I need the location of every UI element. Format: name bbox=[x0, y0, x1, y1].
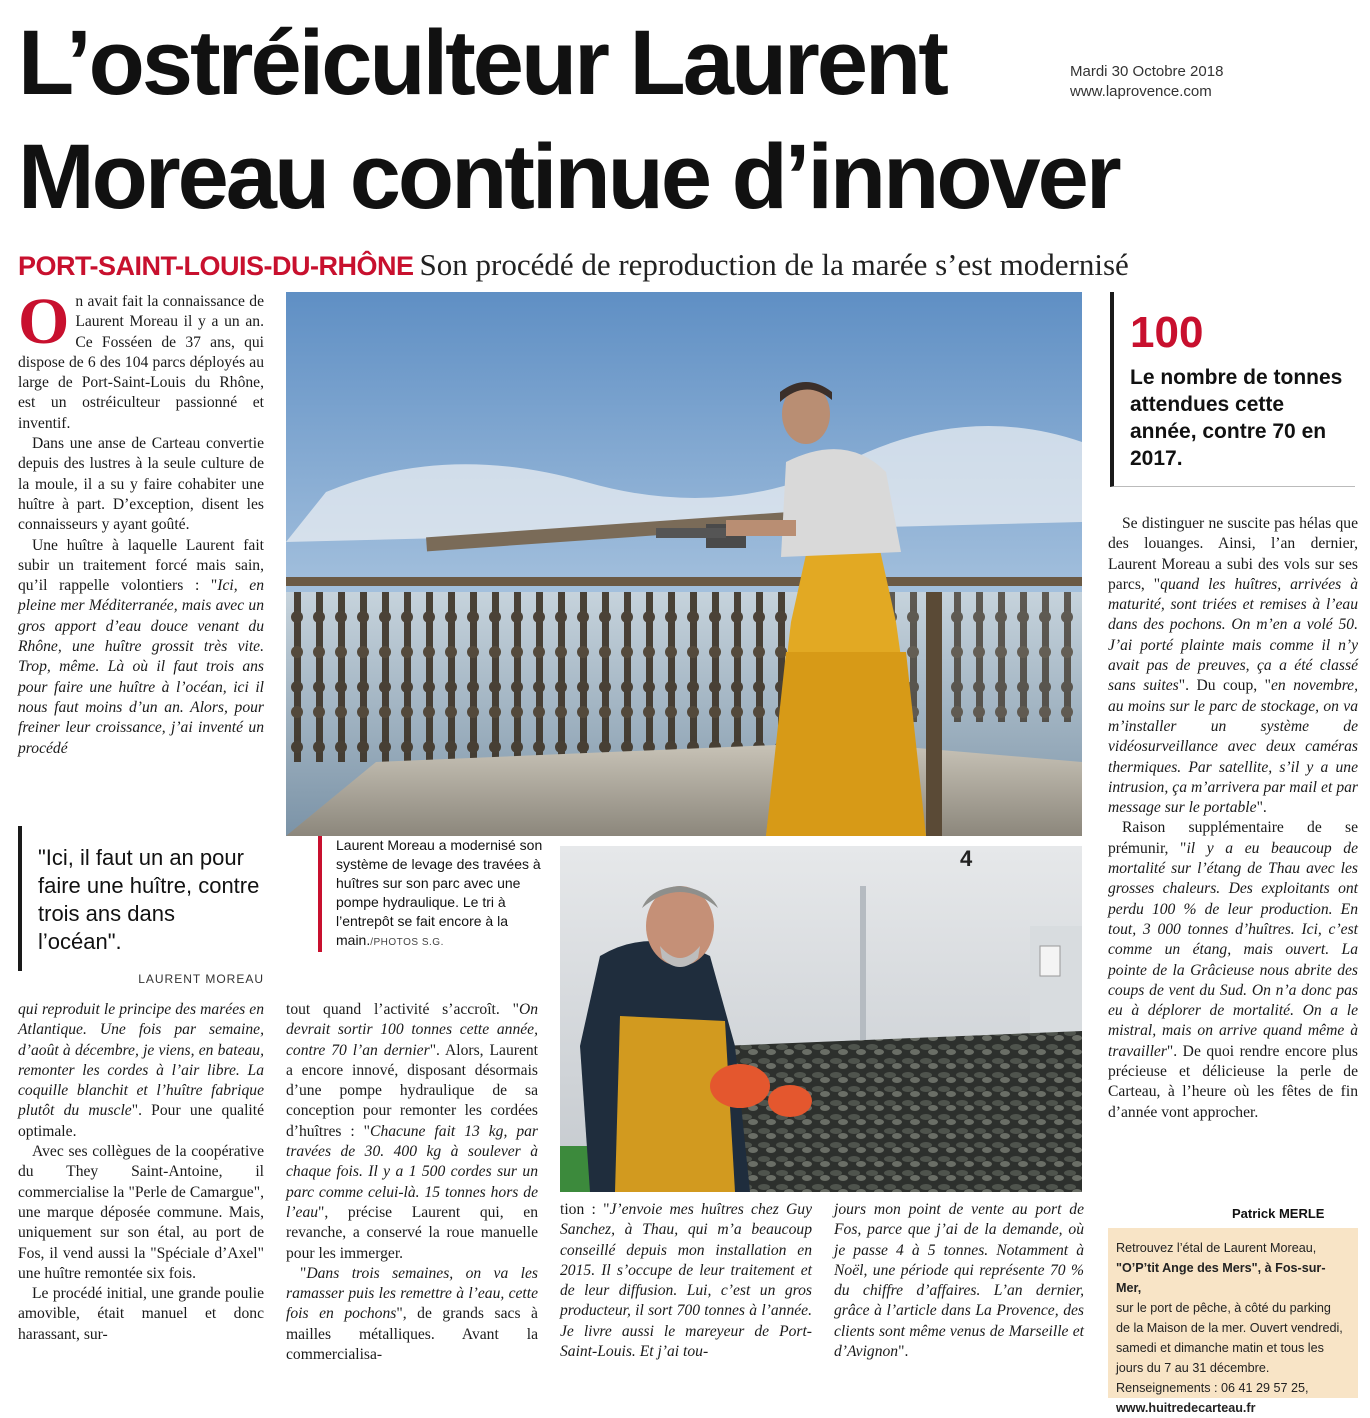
photo-oyster-sorting bbox=[560, 846, 1082, 1192]
info-line: jours du 7 au 31 décembre. bbox=[1116, 1361, 1270, 1375]
article-column-1-top bbox=[18, 285, 264, 759]
drop-cap: O bbox=[18, 285, 70, 358]
info-line: Retrouvez l’étal de Laurent Moreau, bbox=[1116, 1241, 1317, 1255]
location-kicker: PORT-SAINT-LOUIS-DU-RHÔNE bbox=[18, 251, 414, 281]
subheadline bbox=[18, 247, 1129, 283]
info-line: samedi et dimanche matin et tous les bbox=[1116, 1341, 1324, 1355]
article-paragraph: jours mon point de vente au port de Fos, parce que j’ai de la demande, où je passe 4 à 5 tonnes. Notamment à Noël, une période qui représente 70 % du chiffre d’affaires. L’an dernier, grâce à l’article dans La Provence, des clients sont même venus de Marseille et d’Avignon". bbox=[834, 1201, 1084, 1361]
article-paragraph: Avec ses collègues de la coopérative du They Saint-Antoine, il commercialise la "Perle de Camargue", une marque déposée commune. Mais, uniquement sur son étal, au port de Fos, il vend aussi la "Spéciale d’Axel" une huître remontée six fois. bbox=[18, 1143, 264, 1282]
article-paragraph: On avait fait la connaissance de Laurent Moreau il y a un an. Ce Fosséen de 37 ans, qui dispose de 6 des 104 parcs déployés au large de Port-Saint-Louis du Rhône, est un ostréiculteur passionné et inventif. bbox=[18, 285, 264, 432]
article-paragraph: Raison supplémentaire de se prémunir, "il y a eu beaucoup de mortalité sur l’étang de Thau avec les grosses chaleurs. Des exploitants ont perdu 100 % de leur production. En tout, 3 000 tonnes d’huîtres. Ici, c’est comme un étang, mais ouvert. La pointe de la Grâcieuse nous abrite des coups de vent du Sud. On n’a donc pas eu à déplorer de mortalité. On a le mistral, mais on arrive quand même à travailler". De quoi rendre encore plus précieuse et délicieuse la perle de Carteau, à l’heure où les fêtes de fin d’année vont approcher. bbox=[1108, 819, 1359, 1121]
headline-line-1: L’ostréiculteur Laurent bbox=[18, 12, 946, 114]
article-paragraph: tout quand l’activité s’accroît. "On devrait sortir 100 tonnes cette année, contre 70 l’an dernier". Alors, Laurent a encore innové, disposant désormais d’une pompe hydraulique de sa conception pour remonter les cordées d’huîtres : "Chacune fait 13 kg, par travées de 30. 400 kg à soulever à chaque fois. Il y a 1 500 cordes sur un parc comme celui-là. 15 tonnes hors de l’eau", précise Laurent qui, en revanche, a conservé la roue manuelle pour les immerger. bbox=[286, 1001, 538, 1262]
website: www.laprovence.com bbox=[1070, 83, 1212, 100]
article-column-1-bottom bbox=[18, 1000, 264, 1345]
article-column-5 bbox=[1108, 514, 1358, 1123]
article-paragraph: Une huître à laquelle Laurent fait subir un traitement forcé mais sain, qu’il rappelle volontiers : "Ici, en pleine mer Méditerranée, mais avec un gros apport d’eau douce venant du Rhône, une huître grossit très vite. Trop, même. Là où il faut trois ans pour faire une huître à l’océan, ici il nous faut moins d’un an. Alors, pour freiner leur croissance, j’ai inventé un procédé bbox=[18, 536, 264, 757]
photo-caption bbox=[318, 836, 546, 952]
publication-date: Mardi 30 Octobre 2018 bbox=[1070, 63, 1224, 80]
info-website-link[interactable]: www.huitredecarteau.fr bbox=[1116, 1401, 1256, 1415]
pull-quote-author: LAURENT MOREAU bbox=[138, 972, 264, 986]
photo-oyster-farmer-boat-image bbox=[286, 292, 1082, 836]
info-line: "O’P’tit Ange des Mers", à Fos-sur-Mer, bbox=[1116, 1261, 1326, 1295]
article-column-4 bbox=[834, 1200, 1084, 1362]
info-line: de la Maison de la mer. Ouvert vendredi, bbox=[1116, 1321, 1343, 1335]
photo-caption-text: Laurent Moreau a modernisé son système de levage des travées à huîtres sur son parc avec une pompe hydraulique. Le tri à l’entrepôt se fait encore à la main. bbox=[336, 837, 543, 948]
headline-line-2: Moreau continue d’innover bbox=[18, 126, 1119, 228]
article-paragraph: Dans une anse de Carteau convertie depuis des lustres à la seule culture de la moule, il a su y faire cohabiter une huître à part. D’exception, disent les connaisseurs y ayant goûté. bbox=[18, 435, 264, 534]
dateline bbox=[1070, 62, 1223, 102]
headline bbox=[18, 6, 1119, 234]
article-paragraph: tion : "J’envoie mes huîtres chez Guy Sanchez, à Thau, qui m’a beaucoup conseillé depuis mon installation en 2015. Il s’occupe de leur traitement et de leur diffusion. Lui, c’est un gros producteur, il sort 700 tonnes à l’année. Je livre aussi le mareyeur de Port-Saint-Louis. Et j’ai tou- bbox=[560, 1201, 812, 1361]
photo-oyster-sorting-image bbox=[560, 846, 1082, 1192]
photo-credit: /PHOTOS S.G. bbox=[370, 937, 444, 948]
pull-quote-text: "Ici, il faut un an pour faire une huître, contre trois ans dans l’océan". bbox=[38, 845, 260, 954]
article-paragraph: Le procédé initial, une grande poulie amovible, était manuel et donc harassant, sur- bbox=[18, 1285, 264, 1343]
subtitle: Son procédé de reproduction de la marée s’est modernisé bbox=[419, 247, 1129, 282]
photo-oyster-farmer-boat bbox=[286, 292, 1082, 836]
crate-number: 4 bbox=[960, 846, 973, 871]
info-box bbox=[1108, 1228, 1358, 1415]
key-figure-box bbox=[1110, 292, 1355, 487]
key-figure-number: 100 bbox=[1130, 308, 1204, 357]
info-line: Renseignements : 06 41 29 57 25, bbox=[1116, 1381, 1309, 1395]
pull-quote bbox=[18, 826, 264, 986]
article-paragraph: qui reproduit le principe des marées en Atlantique. Une fois par semaine, d’août à décembre, je viens, en bateau, remonter les cordes à l’air libre. La coquille blanchit et l’huître fabrique plutôt du muscle". Pour une qualité optimale. bbox=[18, 1001, 264, 1140]
author-signature: Patrick MERLE bbox=[1232, 1206, 1325, 1221]
info-line: sur le port de pêche, à côté du parking bbox=[1116, 1301, 1331, 1315]
article-paragraph: "Dans trois semaines, on va les ramasser puis les remettre à l’eau, cette fois en pochons", de grands sacs à mailles métalliques. Avant la commercialisa- bbox=[286, 1264, 538, 1364]
article-column-2 bbox=[286, 1000, 538, 1365]
article-paragraph: Se distinguer ne suscite pas hélas que des louanges. Ainsi, l’an dernier, Laurent Moreau a subi des vols sur ses parcs, "quand les huîtres, arrivées à maturité, sont triées et remises à l’eau dans des pochons. On m’en a volé 50. J’ai porté plainte mais comme il n’y avait pas de preuves, ça a été classé sans suites". Du coup, "en novembre, au moins sur le parc de stockage, on va m’installer un système de vidéosurveillance avec deux caméras thermiques. Par satellite, s’il y a une intrusion, ça m’arrivera par mail et par message sur le portable". bbox=[1108, 515, 1359, 817]
key-figure-text: Le nombre de tonnes attendues cette année, contre 70 en 2017. bbox=[1130, 366, 1343, 470]
article-column-3 bbox=[560, 1200, 812, 1362]
